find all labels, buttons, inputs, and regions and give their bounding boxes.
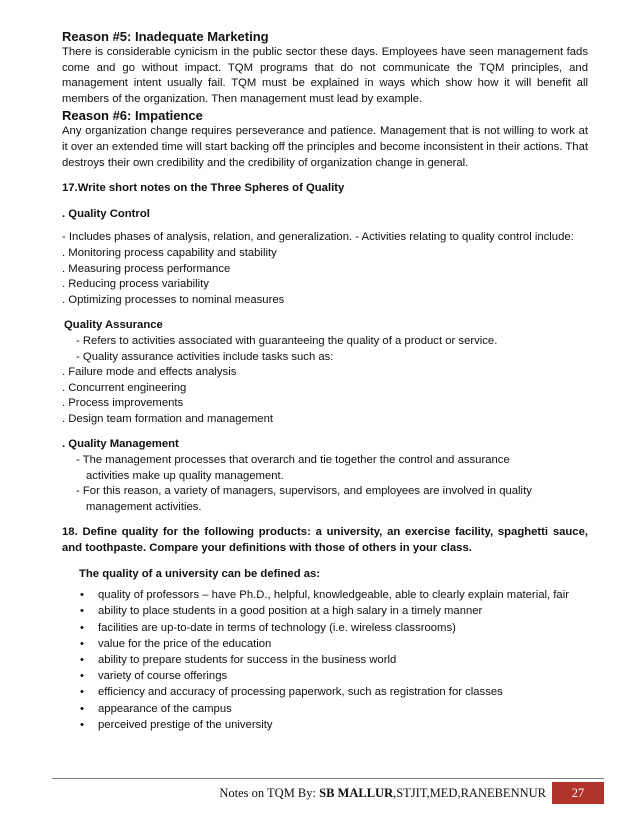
qa-item: . Design team formation and management <box>62 412 273 425</box>
reason5-heading: Reason #5: Inadequate Marketing <box>62 29 269 44</box>
list-item: • variety of course offerings <box>80 669 588 685</box>
list-item: • ability to place students in a good position at a high salary in a timely manner <box>80 604 588 620</box>
bullet-icon: • <box>80 702 84 715</box>
bullet-icon: • <box>80 718 84 731</box>
qm-line: management activities. <box>86 500 202 513</box>
document-page <box>62 28 588 734</box>
quality-control-heading: . Quality Control <box>62 207 150 220</box>
qc-line: . Monitoring process capability and stability <box>62 246 277 259</box>
qm-line: - For this reason, a variety of managers, supervisors, and employees are involved in quality <box>76 485 532 498</box>
page-number: 27 <box>552 782 604 804</box>
bullet-icon: • <box>80 686 84 699</box>
university-quality-list <box>62 588 588 733</box>
reason6-body: Any organization change requires perseverance and patience. Management that is not willing to work at it over an extended time will start backing off the principles and become inconsistent in their actions. That destroys their own credibility and the credibility of organization change in general. <box>62 125 588 169</box>
list-item: • ability to prepare students for success in the business world <box>80 653 588 669</box>
list-item: • efficiency and accuracy of processing paperwork, such as registration for classes <box>80 685 588 701</box>
bullet-icon: • <box>80 589 84 602</box>
qa-sub-line: - Quality assurance activities include tasks such as: <box>76 350 334 363</box>
qc-line: . Measuring process performance <box>62 262 231 275</box>
bullet-icon: • <box>80 605 84 618</box>
page-footer <box>52 778 604 800</box>
footer-credit: Notes on TQM By: SB MALLUR,STJIT,MED,RANEBENNUR <box>219 786 546 800</box>
q17-title: 17.Write short notes on the Three Spheres of Quality <box>62 182 345 195</box>
quality-management-heading: . Quality Management <box>62 438 179 451</box>
bullet-icon: • <box>80 653 84 666</box>
quality-assurance-heading: Quality Assurance <box>64 319 163 332</box>
footer-divider <box>52 778 604 779</box>
list-item: • perceived prestige of the university <box>80 718 588 734</box>
qa-item: . Process improvements <box>62 397 184 410</box>
qm-line: activities make up quality management. <box>86 469 284 482</box>
list-item: • quality of professors – have Ph.D., helpful, knowledgeable, able to clearly explain material, fair <box>80 588 588 604</box>
qa-item: . Concurrent engineering <box>62 381 187 394</box>
bullet-icon: • <box>80 637 84 650</box>
qc-line: . Optimizing processes to nominal measures <box>62 293 285 306</box>
list-item: • value for the price of the education <box>80 637 588 653</box>
reason6-heading: Reason #6: Impatience <box>62 108 203 124</box>
bullet-icon: • <box>80 621 84 634</box>
university-quality-heading: The quality of a university can be defined as: <box>79 567 321 580</box>
qa-sub-line: - Refers to activities associated with guaranteeing the quality of a product or service. <box>76 334 498 347</box>
qm-line: - The management processes that overarch and tie together the control and assurance <box>76 454 510 467</box>
list-item: • facilities are up-to-date in terms of technology (i.e. wireless classrooms) <box>80 621 588 637</box>
bullet-icon: • <box>80 670 84 683</box>
footer-author: SB MALLUR <box>319 786 394 800</box>
qc-line: - Includes phases of analysis, relation, and generalization. - Activities relating to quality control include: <box>62 231 574 244</box>
qa-item: . Failure mode and effects analysis <box>62 366 237 379</box>
q18-title: 18. Define quality for the following products: a university, an exercise facility, spaghetti sauce, and toothpaste. Compare your definitions with those of others in your class. <box>62 526 588 555</box>
qc-line: . Reducing process variability <box>62 278 209 291</box>
list-item: • appearance of the campus <box>80 702 588 718</box>
reason5-body: There is considerable cynicism in the public sector these days. Employees have seen management fads come and go without impact. TQM programs that do not communicate the TQM principles, and management intent usually fail. TQM must be explained in ways which show how it will benefit all members of the organization. Then management must lead by example. <box>62 46 588 105</box>
